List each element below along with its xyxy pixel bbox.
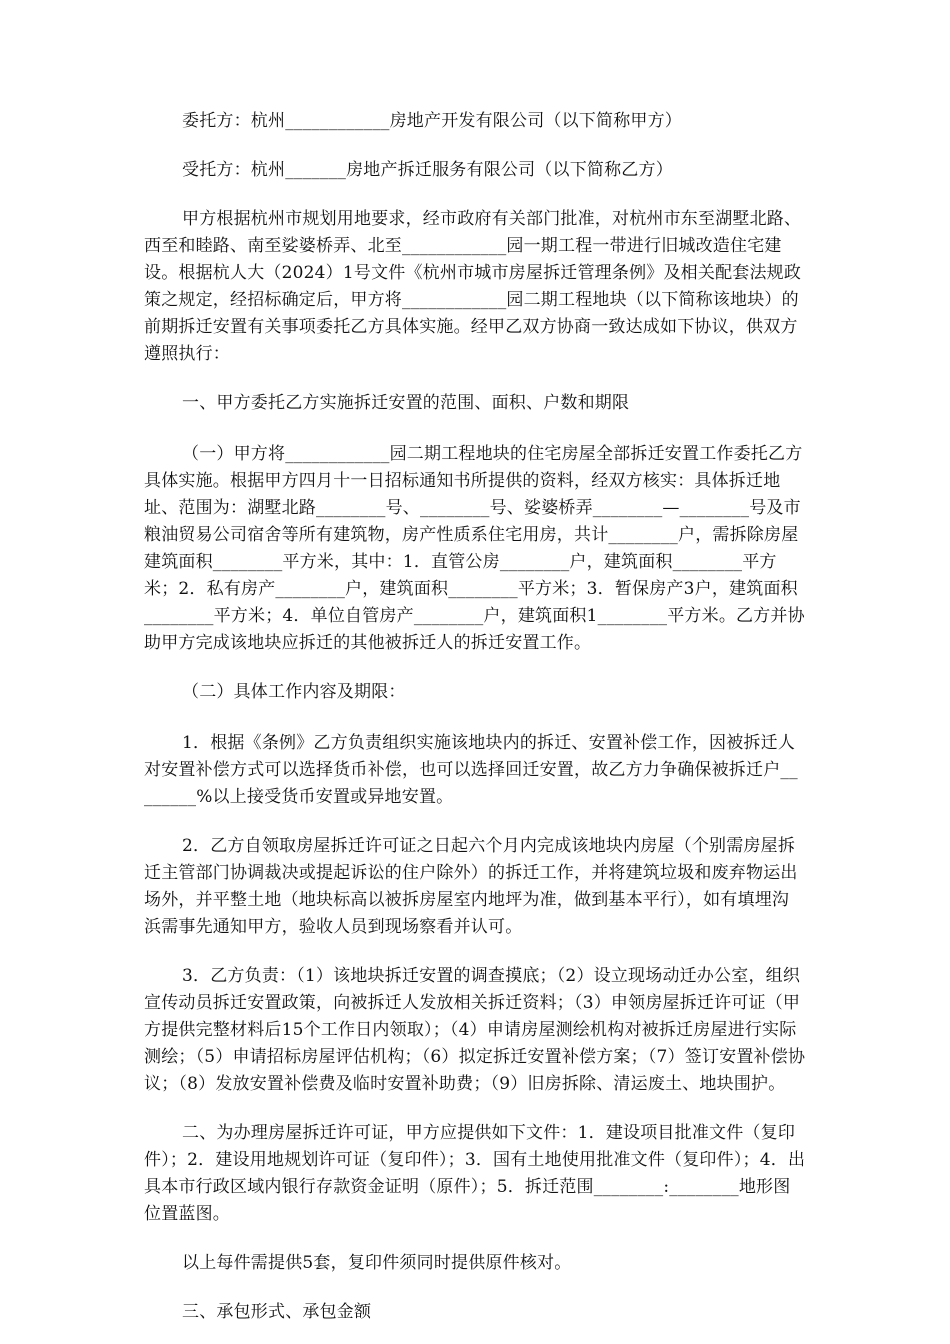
contractor-party-line: 受托方：杭州_______房地产拆迁服务有限公司（以下简称乙方）	[182, 160, 673, 180]
clause-1-1-paragraph: （一）甲方将____________园二期工程地块的住宅房屋全部拆迁安置工作委托乙方具体实施。根据甲方四月十一日招标通知书所提供的资料，经双方核实：具体拆迁地址、范围为：湖墅北路________号、________号、娑婆桥弄________—________号及市粮油贸易公司宿舍等所有建筑物，房产性质系住宅用房，共计________户，需拆除房屋建筑面积________平方米，其中：1．直管公房________户，建筑面积________平方米；2．私有房产________户，建筑面积________平方米；3．暂保房产3户，建筑面积________平方米；4．单位自管房产________户，建筑面积1________平方米。乙方并协助甲方完成该地块应拆迁的其他被拆迁人的拆迁安置工作。	[144, 444, 805, 653]
copies-note-paragraph: 以上每件需提供5套，复印件须同时提供原件核对。	[182, 1253, 572, 1273]
work-item-3-paragraph: 3．乙方负责：（1）该地块拆迁安置的调查摸底；（2）设立现场动迁办公室，组织宣传动员拆迁安置政策，向被拆迁人发放相关拆迁资料；（3）申领房屋拆迁许可证（甲方提供完整材料后15个工作日内领取）；（4）申请房屋测绘机构对被拆迁房屋进行实际测绘；（5）申请招标房屋评估机构；（6）拟定拆迁安置补偿方案；（7）签订安置补偿协议；（8）发放安置补偿费及临时安置补助费；（9）旧房拆除、清运废土、地块围护。	[144, 966, 806, 1094]
work-item-1-paragraph: 1．根据《条例》乙方负责组织实施该地块内的拆迁、安置补偿工作，因被拆迁人对安置补偿方式可以选择货币补偿，也可以选择回迁安置，故乙方力争确保被拆迁户________%以上接受货币安置或异地安置。	[144, 733, 798, 807]
section-two-paragraph: 二、为办理房屋拆迁许可证，甲方应提供如下文件：1．建设项目批准文件（复印件）；2．建设用地规划许可证（复印件）；3．国有土地使用批准文件（复印件）；4．出具本市行政区域内银行存款资金证明（原件）；5．拆迁范围________:________地形图位置蓝图。	[144, 1123, 806, 1224]
clause-1-2-heading: （二）具体工作内容及期限：	[182, 682, 406, 702]
section-three-heading: 三、承包形式、承包金额	[182, 1302, 372, 1322]
client-party-line: 委托方：杭州____________房地产开发有限公司（以下简称甲方）	[182, 111, 682, 131]
section-one-heading: 一、甲方委托乙方实施拆迁安置的范围、面积、户数和期限	[182, 393, 630, 413]
preamble-paragraph: 甲方根据杭州市规划用地要求，经市政府有关部门批准，对杭州市东至湖墅北路、西至和睦路、南至娑婆桥弄、北至____________园一期工程一带进行旧城改造住宅建设。根据杭人大（2024）1号文件《杭州市城市房屋拆迁管理条例》及相关配套法规政策之规定，经招标确定后，甲方将____________园二期工程地块（以下简称该地块）的前期拆迁安置有关事项委托乙方具体实施。经甲乙双方协商一致达成如下协议，供双方遵照执行：	[144, 209, 802, 364]
work-item-2-paragraph: 2．乙方自领取房屋拆迁许可证之日起六个月内完成该地块内房屋（个别需房屋拆迁主管部门协调裁决或提起诉讼的住户除外）的拆迁工作，并将建筑垃圾和废弃物运出场外，并平整土地（地块标高以被拆房屋室内地坪为准，做到基本平行），如有填埋沟浜需事先通知甲方，验收人员到现场察看并认可。	[144, 836, 798, 937]
